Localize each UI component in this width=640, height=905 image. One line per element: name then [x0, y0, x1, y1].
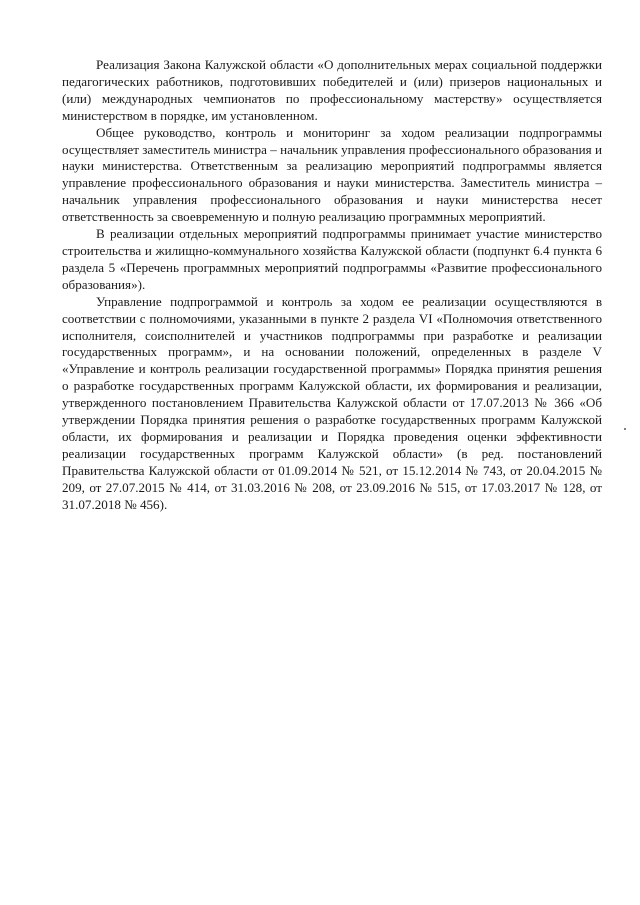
paragraph-general-management: Общее руководство, контроль и мониторинг за ходом реализации подпрограммы осуществляет заместитель министра – начальник управления профессионального образования и науки министерства. Ответственным за реализацию мероприятий подпрограммы является управление профессионального образования и науки министерства. Заместитель министра – начальник управления профессионального образования и науки министерства несет ответственность за своевременную и полную реализацию программных мероприятий.: [62, 124, 602, 225]
paragraph-construction-ministry: В реализации отдельных мероприятий подпрограммы принимает участие министерство строительства и жилищно-коммунального хозяйства Калужской области (подпункт 6.4 пункта 6 раздела 5 «Перечень программных мероприятий подпрограммы «Развитие профессионального образования»).: [62, 226, 602, 292]
paragraph-law-implementation: Реализация Закона Калужской области «О дополнительных мерах социальной поддержки педагогических работников, подготовивших победителей и (или) призеров национальных и (или) международных чемпионатов по профессиональному мастерству» осуществляется министерством в порядке, им установленном.: [62, 57, 602, 123]
document-body: [62, 57, 602, 513]
scan-speck: [624, 428, 626, 430]
paragraph-subprogram-control: Управление подпрограммой и контроль за ходом ее реализации осуществляются в соответствии с полномочиями, указанными в пункте 2 раздела VI «Полномочия ответственного исполнителя, соисполнителей и участников подпрограммы при разработке и реализации государственных программ», и на основании положений, определенных в разделе V «Управление и контроль реализации государственной программы» Порядка принятия решения о разработке государственных программ Калужской области, их формирования и реализации, утвержденного постановлением Правительства Калужской области от 17.07.2013 № 366 «Об утверждении Порядка принятия решения о разработке государственных программ Калужской области, их формирования и реализации и Порядка проведения оценки эффективности реализации государственных программ Калужской области» (в ред. постановлений Правительства Калужской области от 01.09.2014 № 521, от 15.12.2014 № 743, от 20.04.2015 № 209, от 27.07.2015 № 414, от 31.03.2016 № 208, от 23.09.2016 № 515, от 17.03.2017 № 128, от 31.07.2018 № 456).: [62, 293, 602, 512]
